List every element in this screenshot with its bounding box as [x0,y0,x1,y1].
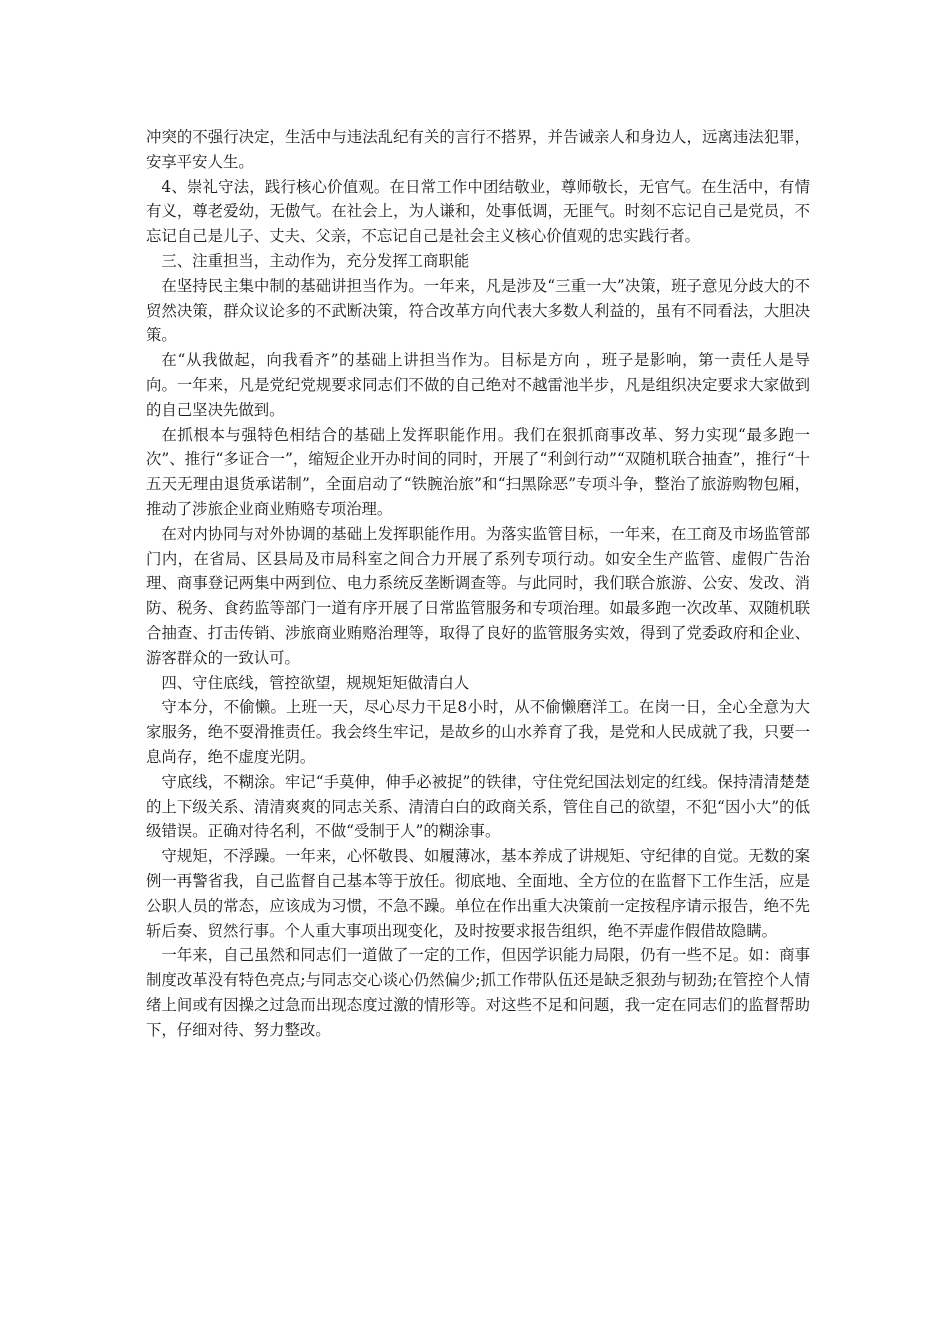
paragraph-rules: 守规矩，不浮躁。一年来，心怀敬畏、如履薄冰，基本养成了讲规矩、守纪律的自觉。无数的案例一再警省我，自己监督自己基本等于放任。彻底地、全面地、全方位的在监督下工作生活，应是公职人员的常态，应该成为习惯，不急不躁。单位在作出重大决策前一定按程序请示报告，绝不先斩后奏、贸然行事。个人重大事项出现变化，及时按要求报告组织，绝不弄虚作假借故隐瞒。 [146,847,810,940]
paragraph-continuation: 冲突的不强行决定，生活中与违法乱纪有关的言行不搭界，并告诫亲人和身边人，远离违法犯罪，安享平安人生。 [146,128,810,171]
section-heading-4: 四、守住底线，管控欲望，规规矩矩做清白人 [161,673,470,692]
paragraph-bottom-line: 守底线，不糊涂。牢记“手莫伸，伸手必被捉”的铁律，守住党纪国法划定的红线。保持清清楚楚的上下级关系、清清爽爽的同志关系、清清白白的政商关系，管住自己的欲望，不犯“因小大”的低级错误。正确对待名利，不做“受制于人”的糊涂事。 [146,772,810,841]
paragraph-duty: 守本分，不偷懒。上班一天，尽心尽力干足8小时，从不偷懒磨洋工。在岗一日，全心全意为大家服务，绝不耍滑推责任。我会终生牢记，是故乡的山水养育了我，是党和人民成就了我，只要一息尚存，绝不虚度光阴。 [146,698,810,766]
paragraph-democratic-centralism: 在坚持民主集中制的基础讲担当作为。一年来，凡是涉及“三重一大”决策，班子意见分歧大的不贸然决策，群众议论多的不武断决策，符合改革方向代表大多数人利益的，虽有不同看法，大胆决策。 [146,276,810,345]
section-heading-3: 三、注重担当，主动作为，充分发挥工商职能 [161,251,470,270]
paragraph-reform: 在抓根本与强特色相结合的基础上发挥职能作用。我们在狠抓商事改革、努力实现“最多跑一次”、推行“多证合一”，缩短企业开办时间的同时，开展了“利剑行动”“双随机联合抽查”，推行“十五天无理由退货承诺制”，全面启动了“铁腕治旅”和“扫黑除恶”专项斗争，整治了旅游购物包厢，推动了涉旅企业商业贿赂专项治理。 [146,425,810,518]
paragraph-core-values: 4、崇礼守法，践行核心价值观。在日常工作中团结敬业，尊师敬长，无官气。在生活中，有情有义，尊老爱幼，无傲气。在社会上，为人谦和，处事低调，无匪气。时刻不忘记自己是党员，不忘记自己是儿子、丈夫、父亲，不忘记自己是社会主义核心价值观的忠实践行者。 [146,177,810,246]
paragraph-shortcomings: 一年来，自己虽然和同志们一道做了一定的工作，但因学识能力局限，仍有一些不足。如：商事制度改革没有特色亮点;与同志交心谈心仍然偏少;抓工作带队伍还是缺乏狠劲与韧劲;在管控个人情绪上间或有因操之过急而出现态度过激的情形等。对这些不足和问题，我一定在同志们的监督帮助下，仔细对待、努力整改。 [146,946,810,1039]
paragraph-coordination: 在对内协同与对外协调的基础上发挥职能作用。为落实监管目标，一年来，在工商及市场监管部门内，在省局、区县局及市局科室之间合力开展了系列专项行动。如安全生产监管、虚假广告治理、商事登记两集中两到位、电力系统反垄断调查等。与此同时，我们联合旅游、公安、发改、消防、税务、食药监等部门一道有序开展了日常监管服务和专项治理。如最多跑一次改革、双随机联合抽查、打击传销、涉旅商业贿赂治理等，取得了良好的监管服务实效，得到了党委政府和企业、游客群众的一致认可。 [146,524,810,667]
document-page [146,125,810,1042]
paragraph-lead-by-example: 在“从我做起，向我看齐”的基础上讲担当作为。目标是方向 ，班子是影响，第一责任人是导向。一年来，凡是党纪党规要求同志们不做的自己绝对不越雷池半步，凡是组织决定要求大家做到的自己坚决先做到。 [146,351,810,419]
